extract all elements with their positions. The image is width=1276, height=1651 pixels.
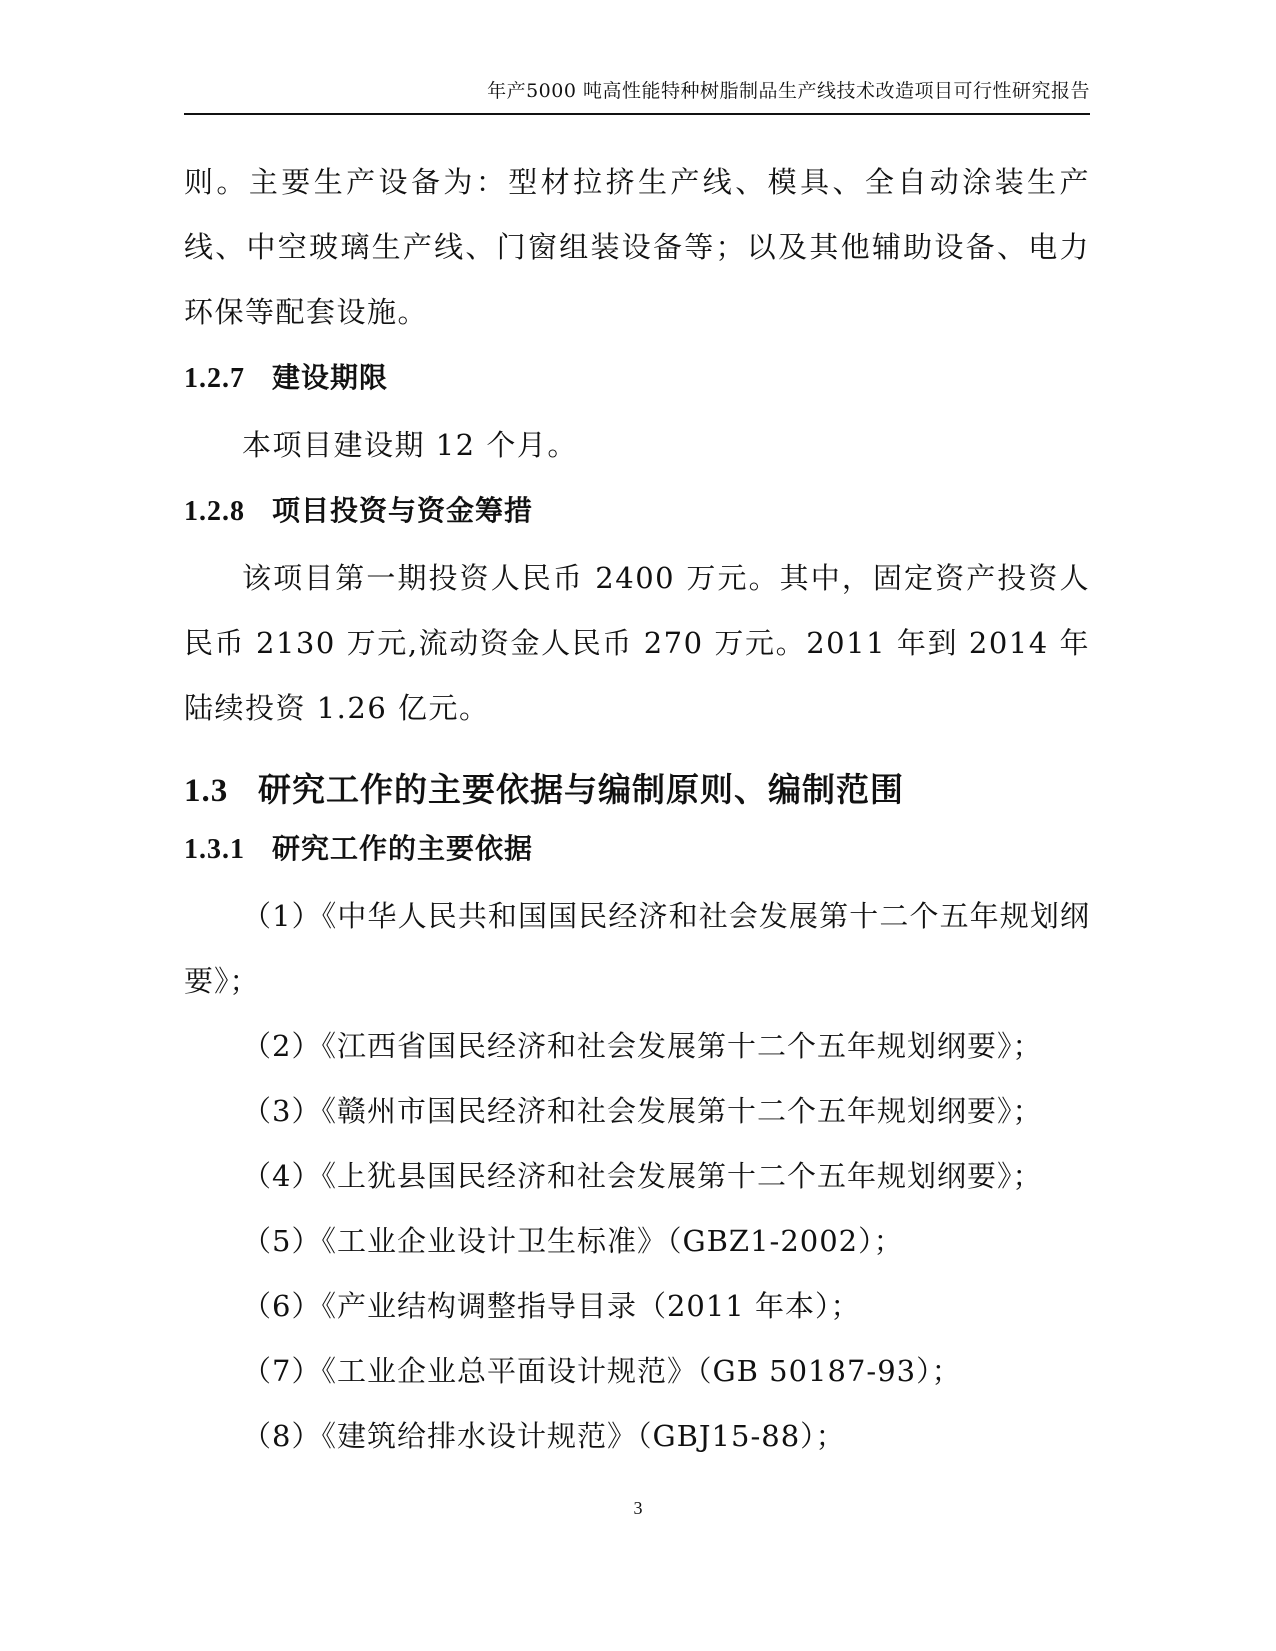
paragraph-investment: 该项目第一期投资人民币 2400 万元。其中，固定资产投资人民币 2130 万元,流动资金人民币 270 万元。2011 年到 2014 年陆续投资 1.26 亿元。 [184,561,1090,725]
section-number: 1.2.8 [184,496,245,527]
heading-1-3 [184,765,1090,816]
section-number: 1.3 [184,773,229,809]
list-item: （1）《中华人民共和国国民经济和社会发展第十二个五年规划纲要》； [184,899,1090,998]
list-item: （5）《工业企业设计卫生标准》（GBZ1-2002）； [242,1224,904,1258]
paragraph-construction-period: 本项目建设期 12 个月。 [242,428,578,462]
heading-1-2-8 [184,489,1090,534]
page-number: 3 [633,1498,643,1518]
header-rule [184,113,1090,115]
list-item: （6）《产业结构调整指导目录（2011 年本）； [242,1289,861,1323]
section-title: 项目投资与资金筹措 [272,494,534,527]
paragraph-continued: 则。主要生产设备为：型材拉挤生产线、模具、全自动涂装生产线、中空玻璃生产线、门窗组装设备等；以及其他辅助设备、电力环保等配套设施。 [184,165,1090,329]
list-item: （3）《赣州市国民经济和社会发展第十二个五年规划纲要》； [242,1094,1043,1128]
section-title: 研究工作的主要依据与编制原则、编制范围 [258,770,904,809]
list-item: （7）《工业企业总平面设计规范》（GB 50187-93）； [242,1354,962,1388]
list-item: （4）《上犹县国民经济和社会发展第十二个五年规划纲要》； [242,1159,1043,1193]
list-item: （8）《建筑给排水设计规范》（GBJ15-88）； [242,1419,846,1453]
section-number: 1.2.7 [184,363,245,394]
heading-1-2-7 [184,356,1090,401]
document-body [184,150,1090,1469]
section-title: 建设期限 [272,361,389,394]
heading-1-3-1 [184,827,1090,872]
basis-list [184,884,1090,1469]
section-number: 1.3.1 [184,834,245,865]
running-header: 年产5000 吨高性能特种树脂制品生产线技术改造项目可行性研究报告 [487,80,1090,102]
section-title: 研究工作的主要依据 [272,832,534,865]
list-item: （2）《江西省国民经济和社会发展第十二个五年规划纲要》； [242,1029,1043,1063]
